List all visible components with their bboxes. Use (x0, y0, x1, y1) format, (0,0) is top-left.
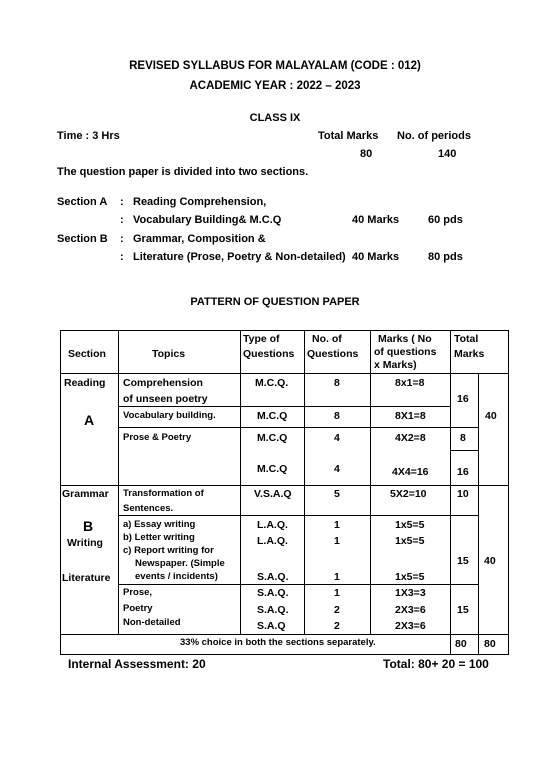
th-type-2: Questions (243, 348, 295, 360)
a-row1-topic1: Comprehension (123, 377, 203, 389)
section-b-periods: 80 pds (428, 251, 463, 263)
final-total-1: 80 (455, 638, 467, 650)
section-b-marks: 40 Marks (352, 251, 400, 263)
b-row6-type: S.A.Q. (257, 604, 289, 616)
b-row7-marks: 2X3=6 (395, 620, 426, 632)
section-b-line-1: Grammar, Composition & (133, 233, 266, 245)
b-row5-type: S.A.Q. (257, 587, 289, 599)
th-total-1: Total (454, 333, 479, 345)
section-a-marks: 40 Marks (352, 214, 400, 226)
b-row3-marks: 1x5=5 (395, 535, 425, 547)
a-row1-num: 8 (334, 377, 340, 389)
b-row4-type: S.A.Q. (257, 571, 289, 583)
a-row1-type: M.C.Q. (255, 377, 289, 389)
a-sub-16b: 16 (457, 466, 469, 478)
a-sub-16: 16 (457, 393, 469, 405)
th-section: Section (68, 348, 106, 360)
b-row4-topic1: c) Report writing for (123, 545, 214, 556)
b-row7-type: S.A.Q (257, 620, 286, 632)
b-row3-num: 1 (334, 535, 340, 547)
b-row5-num: 1 (334, 587, 340, 599)
a-row2-type: M.C.Q (257, 410, 288, 422)
choice-note: 33% choice in both the sections separately. (180, 637, 376, 648)
th-num-2: Questions (307, 348, 359, 360)
academic-year: ACADEMIC YEAR : 2022 – 2023 (189, 80, 361, 92)
b-row1-topic1: Transformation of (123, 488, 204, 499)
section-a-letter: A (84, 412, 95, 428)
b-row1-type: V.S.A.Q (254, 488, 292, 500)
time-label: Time : 3 Hrs (57, 130, 120, 142)
section-a-name: Section A (57, 196, 108, 208)
b-row2-topic1: a) Essay writing (123, 519, 196, 530)
b-row6-marks: 2X3=6 (395, 604, 426, 616)
section-b-literature: Literature (62, 572, 111, 584)
grand-total: Total: 80+ 20 = 100 (383, 657, 489, 671)
b-row2-marks: 1x5=5 (395, 519, 425, 531)
section-b-name: Section B (57, 233, 108, 245)
b-row5-topic1: Prose, (123, 587, 153, 598)
b-row4-marks: 1x5=5 (395, 571, 425, 583)
section-b-colon-2: : (120, 251, 124, 263)
section-b-letter: B (83, 518, 94, 534)
b-row3-topic1: b) Letter writing (123, 532, 195, 543)
total-marks-value: 80 (360, 148, 373, 160)
b-row4-num: 1 (334, 571, 340, 583)
a-sub-8: 8 (460, 432, 466, 444)
b-row1-num: 5 (334, 488, 340, 500)
pattern-title: PATTERN OF QUESTION PAPER (190, 296, 360, 308)
b-row1-marks: 5X2=10 (390, 488, 427, 500)
periods-label: No. of periods (397, 130, 471, 142)
a-row3-num: 4 (334, 432, 340, 444)
a-row3-type: M.C.Q (257, 432, 288, 444)
section-a-label: Reading (64, 377, 106, 389)
b-row6-num: 2 (334, 604, 340, 616)
class-label: CLASS IX (249, 112, 301, 124)
th-marks-1: Marks ( No (378, 333, 432, 345)
th-topics: Topics (152, 348, 186, 360)
section-a-periods: 60 pds (428, 214, 463, 226)
periods-value: 140 (438, 148, 457, 160)
a-row4-num: 4 (334, 463, 340, 475)
section-b-label: Grammar (62, 488, 109, 500)
divided-note: The question paper is divided into two sections. (57, 166, 309, 178)
b-row2-type: L.A.Q. (257, 519, 288, 531)
section-b-total: 40 (484, 555, 496, 567)
a-row3-topic1: Prose & Poetry (123, 432, 192, 443)
section-a-line-2: Vocabulary Building& M.C.Q (133, 214, 282, 226)
a-row1-marks: 8x1=8 (395, 377, 425, 389)
section-a-total: 40 (485, 410, 497, 422)
th-num-1: No. of (312, 333, 342, 345)
th-marks-3: x Marks) (374, 359, 417, 371)
th-type-1: Type of (243, 333, 280, 345)
b-row7-num: 2 (334, 620, 340, 632)
total-marks-label: Total Marks (318, 130, 379, 142)
b-row2-num: 1 (334, 519, 340, 531)
b-row1-topic2: Sentences. (123, 503, 174, 514)
section-b-colon-1: : (120, 233, 124, 245)
b-row4-topic2: Newspaper. (Simple (135, 558, 225, 569)
document-title: REVISED SYLLABUS FOR MALAYALAM (CODE : 012) (129, 60, 421, 72)
a-row4-marks: 4X4=16 (392, 466, 429, 478)
a-row1-topic2: of unseen poetry (123, 393, 208, 405)
section-a-colon-1: : (120, 196, 124, 208)
section-a-colon-2: : (120, 214, 124, 226)
a-row2-marks: 8X1=8 (395, 410, 426, 422)
final-total-2: 80 (484, 638, 496, 650)
section-b-line-2: Literature (Prose, Poetry & Non-detailed) (133, 251, 346, 263)
b-sub-10: 10 (457, 488, 469, 500)
a-row2-topic1: Vocabulary building. (123, 410, 216, 421)
a-row4-type: M.C.Q (257, 463, 288, 475)
section-a-line-1: Reading Comprehension, (133, 196, 267, 208)
a-row2-num: 8 (334, 410, 340, 422)
th-marks-2: of questions (374, 346, 437, 358)
b-sub-15a: 15 (457, 555, 469, 567)
section-b-writing: Writing (67, 537, 103, 549)
b-row3-type: L.A.Q. (257, 535, 288, 547)
b-row4-topic3: events / incidents) (135, 571, 218, 582)
th-total-2: Marks (454, 348, 485, 360)
b-sub-15b: 15 (457, 604, 469, 616)
b-row5-marks: 1X3=3 (395, 587, 426, 599)
internal-assessment: Internal Assessment: 20 (68, 657, 206, 671)
b-row7-topic1: Non-detailed (123, 617, 181, 628)
b-row6-topic1: Poetry (123, 603, 153, 614)
a-row3-marks: 4X2=8 (395, 432, 426, 444)
